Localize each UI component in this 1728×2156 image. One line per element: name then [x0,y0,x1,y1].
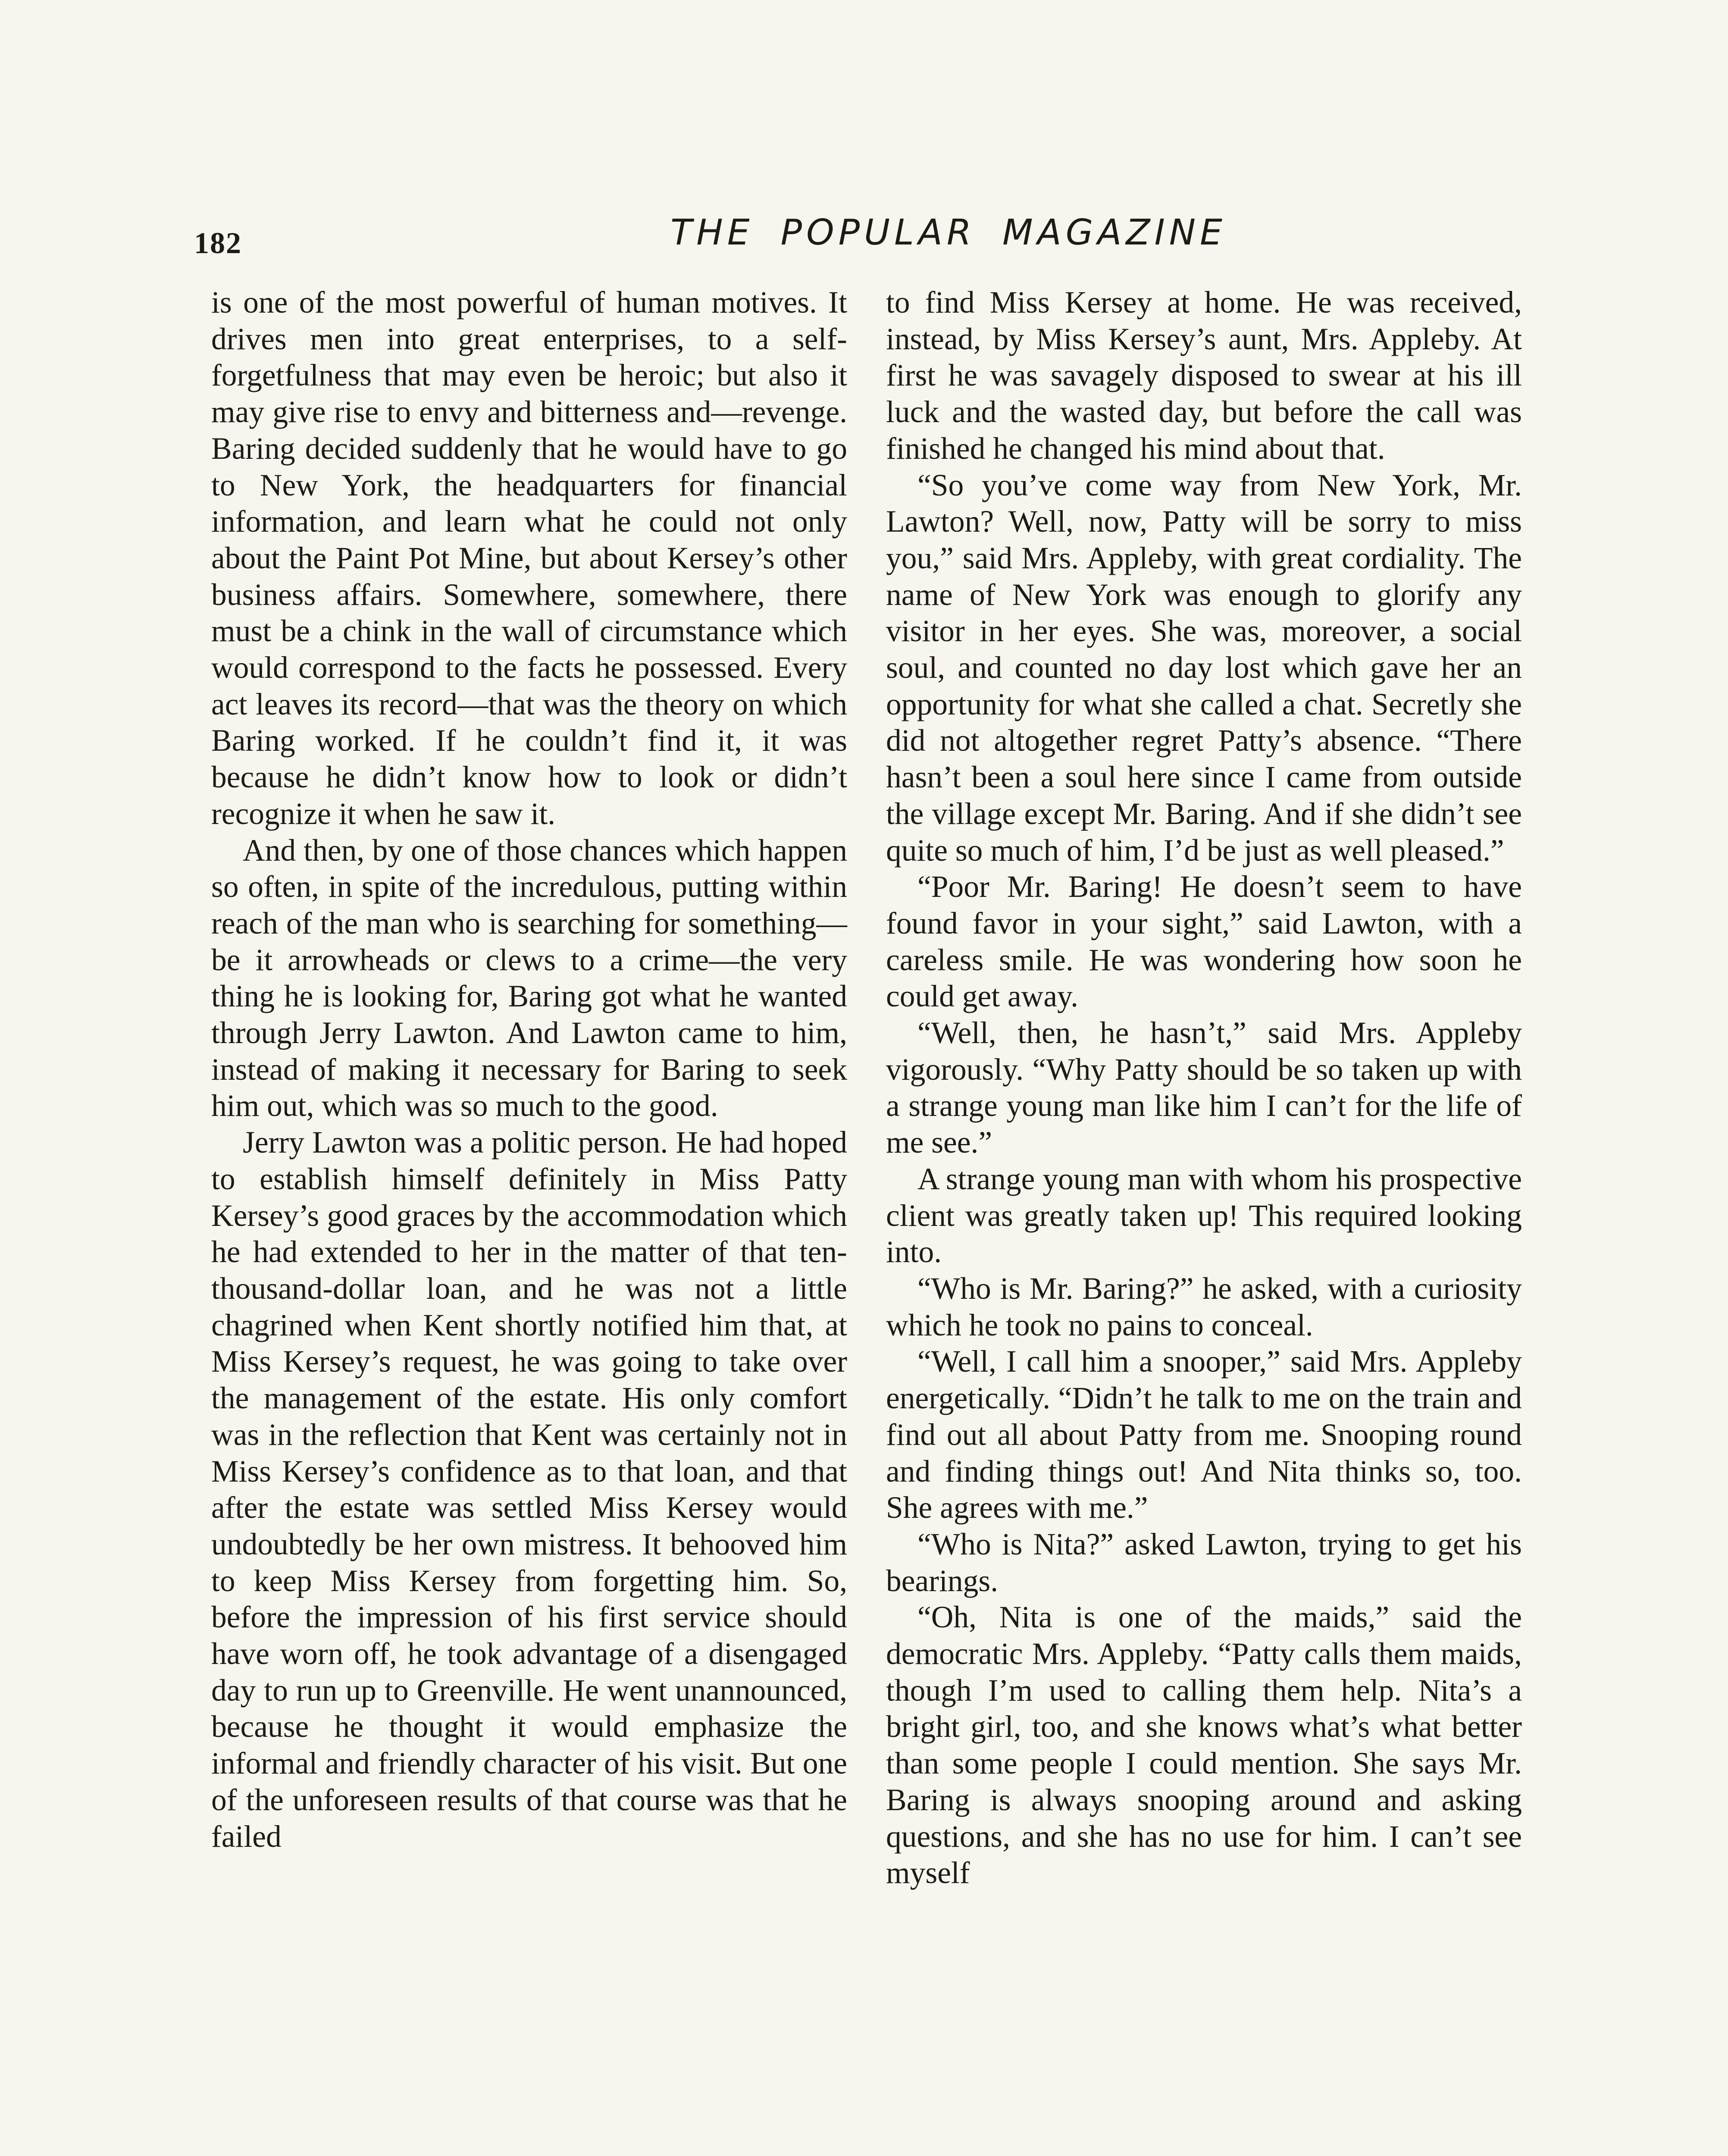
paragraph: to find Miss Kersey at home. He was received, instead, by Miss Kersey’s aunt, Mrs. Appleby. At first he was savagely disposed to swear at his ill luck and the wasted day, but before the call was finished he changed his mind about that. [886,285,1522,466]
paragraph: “So you’ve come way from New York, Mr. Lawton? Well, now, Patty will be sorry to miss you,” said Mrs. Appleby, with great cordiality. The name of New York was enough to glorify any visitor in her eyes. She was, moreover, a social soul, and counted no day lost which gave her an opportunity for what she called a chat. Secretly she did not altogether regret Patty’s absence. “There hasn’t been a soul here since I came from outside the village except Mr. Baring. And if she didn’t see quite so much of him, I’d be just as well pleased.” [886,468,1522,868]
paragraph: “Well, I call him a snooper,” said Mrs. Appleby energetically. “Didn’t he talk to me on the train and find out all about Patty from me. Snooping round and finding things out! And Nita thinks so, too. She agrees with me.” [886,1344,1522,1525]
right-column [886,285,1522,1892]
paragraph: And then, by one of those chances which happen so often, in spite of the incredulous, putting within reach of the man who is searching for something—be it arrowheads or clews to a crime—the very thing he is looking for, Baring got what he wanted through Jerry Lawton. And Lawton came to him, instead of making it necessary for Baring to seek him out, which was so much to the good. [211,833,847,1123]
paragraph: is one of the most powerful of human motives. It drives men into great enterprises, to a self-forgetfulness that may even be heroic; but also it may give rise to envy and bitterness and—revenge. Baring decided suddenly that he would have to go to New York, the headquarters for financial information, and learn what he could not only about the Paint Pot Mine, but about Kersey’s other business affairs. Somewhere, somewhere, there must be a chink in the wall of circumstance which would correspond to the facts he possessed. Every act leaves its record—that was the theory on which Baring worked. If he couldn’t find it, it was because he didn’t know how to look or didn’t recognize it when he saw it. [211,285,847,831]
paragraph: “Well, then, he hasn’t,” said Mrs. Appleby vigorously. “Why Patty should be so taken up with a strange young man like him I can’t for the life of me see.” [886,1016,1522,1160]
paragraph: A strange young man with whom his prospective client was greatly taken up! This required looking into. [886,1162,1522,1269]
running-title: THE POPULAR MAGAZINE [670,212,1227,253]
paragraph: Jerry Lawton was a politic person. He had hoped to establish himself definitely in Miss Patty Kersey’s good graces by the accommodation which he had extended to her in the matter of that ten-thousand-dollar loan, and he was not a little chagrined when Kent shortly notified him that, at Miss Kersey’s request, he was going to take over the management of the estate. His only comfort was in the reflection that Kent was certainly not in Miss Kersey’s confidence as to that loan, and that after the estate was settled Miss Kersey would undoubtedly be her own mistress. It behooved him to keep Miss Kersey from forgetting him. So, before the impression of his first service should have worn off, he took advantage of a disengaged day to run up to Greenville. He went unannounced, because he thought it would emphasize the informal and friendly character of his visit. But one of the unforeseen results of that course was that he failed [211,1125,847,1854]
paragraph: “Poor Mr. Baring! He doesn’t seem to have found favor in your sight,” said Lawton, with a careless smile. He was wondering how soon he could get away. [886,870,1522,1014]
left-column [211,285,847,1855]
paragraph: “Who is Nita?” asked Lawton, trying to get his bearings. [886,1527,1522,1598]
page-number: 182 [194,227,242,260]
paragraph: “Who is Mr. Baring?” he asked, with a curiosity which he took no pains to conceal. [886,1271,1522,1342]
paragraph: “Oh, Nita is one of the maids,” said the democratic Mrs. Appleby. “Patty calls them maids, though I’m used to calling them help. Nita’s a bright girl, too, and she knows what’s what better than some people I could mention. She says Mr. Baring is always snooping around and asking questions, and she has no use for him. I can’t see myself [886,1600,1522,1890]
